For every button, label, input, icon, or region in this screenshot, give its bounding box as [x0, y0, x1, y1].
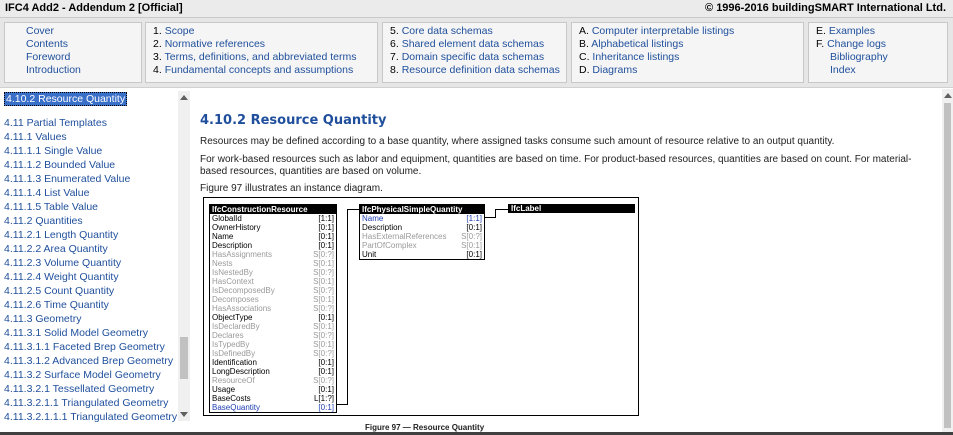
page-title: 4.10.2 Resource Quantity — [200, 113, 387, 128]
toc-item[interactable] — [4, 243, 108, 256]
attribute-cardinality: [0:1] — [318, 232, 334, 241]
attribute-cardinality: [0:1] — [466, 250, 482, 259]
toc-item-number: 4.11.3.1.1 — [4, 341, 50, 353]
toc-item-label: Time Quantity — [43, 299, 109, 311]
entity-ifc-label — [508, 204, 635, 213]
attribute-cardinality: [0:1] — [466, 223, 482, 232]
entity-header: IfcPhysicalSimpleQuantity — [360, 205, 484, 214]
attribute-name: PartOfComplex — [362, 241, 417, 250]
toc-item[interactable] — [4, 131, 67, 144]
nav-label: Core data schemas — [401, 25, 493, 37]
nav-link-terms[interactable] — [153, 51, 377, 64]
nav-link-change-logs[interactable] — [809, 38, 947, 51]
toc-item-label: Volume Quantity — [44, 257, 122, 269]
scroll-thumb[interactable] — [180, 337, 188, 379]
nav-num: 1. — [153, 25, 162, 37]
attribute-name: Name — [212, 232, 234, 241]
attribute-row — [360, 214, 484, 223]
attribute-cardinality: S[0:?] — [313, 331, 334, 340]
main-scrollbar[interactable] — [942, 89, 953, 435]
attribute-cardinality: [0:1] — [318, 241, 334, 250]
scroll-up-arrow-icon[interactable] — [944, 93, 952, 98]
toc-item-number: 4.11.1 — [4, 131, 33, 143]
attribute-row — [210, 376, 336, 385]
nav-link-examples[interactable] — [809, 25, 947, 38]
toc-item-number: 4.11.3.2.1.1.1 — [4, 411, 68, 423]
attribute-row — [210, 223, 336, 232]
toc-item-number: 4.11.2.5 — [4, 285, 42, 297]
attribute-cardinality: S[0:1] — [313, 322, 334, 331]
toc-item[interactable] — [4, 313, 81, 326]
nav-label: Change logs — [827, 38, 887, 50]
toc-item-number: 4.11.2.1 — [4, 229, 42, 241]
toc-selected-label: 4.10.2 Resource Quantity — [6, 93, 126, 105]
toc-item-number: 4.11.1.5 — [4, 201, 42, 213]
toc-item-label: Single Value — [44, 145, 103, 157]
attribute-row — [210, 268, 336, 277]
attribute-cardinality: [1:1] — [466, 214, 482, 223]
nav-num: C. — [579, 51, 590, 63]
attribute-name: Identification — [212, 358, 257, 367]
attribute-cardinality: [0:1] — [318, 367, 334, 376]
attribute-name: HasExternalReferences — [362, 232, 447, 241]
toc-item-number: 4.11.3.2 — [4, 369, 42, 381]
nav-box-chapters-1-4 — [145, 22, 378, 83]
toc-item-label: Triangulated Geometry — [70, 411, 178, 423]
attribute-row — [210, 232, 336, 241]
nav-box-chapters-5-8 — [382, 22, 567, 83]
sidebar-scrollbar[interactable] — [178, 91, 190, 421]
attribute-row — [210, 313, 336, 322]
nav-box-front-matter — [4, 22, 142, 83]
attribute-row — [210, 349, 336, 358]
attribute-name: Name — [362, 214, 384, 223]
nav-num: 3. — [153, 51, 162, 63]
nav-label: Scope — [164, 25, 195, 37]
connector-line — [337, 404, 347, 405]
nav-label: Computer interpretable listings — [591, 25, 735, 37]
top-navigation — [0, 18, 953, 88]
toc-item-number: 4.11.1.1 — [4, 145, 42, 157]
nav-num: A. — [579, 25, 589, 37]
nav-num: F. — [816, 38, 825, 50]
entity-header: IfcConstructionResource — [210, 205, 336, 214]
attribute-cardinality: S[0:1] — [313, 277, 334, 286]
attribute-name: ResourceOf — [212, 376, 255, 385]
nav-label: Examples — [828, 25, 875, 37]
attribute-name: Decomposes — [212, 295, 259, 304]
nav-num: 8. — [390, 64, 399, 76]
nav-link-shared-element-schemas[interactable] — [390, 38, 566, 51]
nav-link-scope[interactable] — [153, 25, 377, 38]
attribute-row — [210, 322, 336, 331]
attribute-cardinality: S[0:?] — [313, 268, 334, 277]
figure-caption: Figure 97 — Resource Quantity — [365, 423, 485, 432]
paragraph-2: For work-based resources such as labor and equipment, quantities are based on time. For product-based resources, quantities are based on count. For material-based resources, quantities are based on volume. — [200, 154, 912, 177]
nav-num: 2. — [153, 38, 162, 50]
toc-item[interactable] — [4, 299, 109, 312]
attribute-cardinality: [0:1] — [318, 403, 334, 412]
attribute-name: Nests — [212, 259, 233, 268]
attribute-row — [210, 241, 336, 250]
toc-item-number: 4.11.1.3 — [4, 173, 42, 185]
nav-link-normative-references[interactable] — [153, 38, 377, 51]
attribute-name: IsTypedBy — [212, 340, 250, 349]
toc-item[interactable] — [4, 145, 102, 158]
toc-item-label: List Value — [44, 187, 90, 199]
nav-link-cover[interactable]: Cover — [26, 25, 55, 37]
attribute-cardinality: S[0:1] — [313, 295, 334, 304]
toc-item-number: 4.11.2.6 — [4, 299, 42, 311]
nav-link-diagrams[interactable] — [579, 64, 803, 77]
entity-attributes — [360, 214, 484, 259]
nav-link-foreword[interactable]: Foreword — [26, 51, 71, 63]
attribute-name: IsNestedBy — [212, 268, 253, 277]
nav-label: Domain specific data schemas — [401, 51, 545, 63]
toc-item[interactable] — [4, 369, 161, 382]
toc-item[interactable] — [4, 215, 83, 228]
toc-item[interactable] — [4, 257, 121, 270]
attribute-row — [210, 259, 336, 268]
attribute-cardinality: S[0:1] — [313, 259, 334, 268]
attribute-cardinality: [0:1] — [318, 385, 334, 394]
nav-num: 7. — [390, 51, 399, 63]
nav-link-contents[interactable]: Contents — [26, 38, 69, 50]
toc-item-number: 4.11.3.1 — [4, 327, 42, 339]
attribute-name: LongDescription — [212, 367, 270, 376]
attribute-row — [360, 223, 484, 232]
attribute-row — [210, 358, 336, 367]
toc-item[interactable] — [4, 411, 177, 424]
toc-item-number: 4.11.3 — [4, 313, 33, 325]
toc-item[interactable] — [4, 285, 114, 298]
attribute-row — [210, 286, 336, 295]
toc-item-label: Tessellated Geometry — [52, 383, 155, 395]
nav-num: E. — [816, 25, 826, 37]
attribute-name: ObjectType — [212, 313, 253, 322]
nav-link-domain-specific-schemas[interactable] — [390, 51, 566, 64]
nav-num: 5. — [390, 25, 399, 37]
toc-item-label: Length Quantity — [44, 229, 119, 241]
attribute-cardinality: L[1:?] — [313, 394, 334, 403]
paragraph-3: Figure 97 illustrates an instance diagram. — [200, 183, 383, 194]
scroll-up-arrow-icon[interactable] — [180, 95, 188, 100]
attribute-cardinality: S[0:1] — [461, 241, 482, 250]
attribute-row — [210, 331, 336, 340]
nav-link-inheritance-listings[interactable] — [579, 51, 803, 64]
nav-link-core-data-schemas[interactable] — [390, 25, 566, 38]
toc-item-label: Bounded Value — [44, 159, 116, 171]
nav-label: Terms, definitions, and abbreviated terms — [164, 51, 357, 63]
connector-line — [495, 209, 508, 210]
attribute-row — [360, 232, 484, 241]
toc-item[interactable] — [4, 397, 168, 410]
attribute-row — [210, 394, 336, 403]
copyright: © 1996-2016 buildingSMART International Ltd. — [705, 2, 946, 14]
nav-box-annexes-a-d — [571, 22, 804, 83]
entity-header: IfcLabel — [509, 205, 634, 212]
attribute-name: BaseCosts — [212, 394, 251, 403]
scroll-down-arrow-icon[interactable] — [180, 412, 188, 417]
attribute-row — [360, 241, 484, 250]
nav-box-annexes-e-f — [808, 22, 948, 83]
attribute-row — [210, 214, 336, 223]
connector-line — [485, 217, 495, 218]
attribute-row — [210, 403, 336, 412]
nav-link-alphabetical-listings[interactable] — [579, 38, 803, 51]
toc-item-number: 4.11.3.2.1 — [4, 383, 50, 395]
attribute-row — [360, 250, 484, 259]
title-bar — [0, 0, 953, 18]
attribute-name: Description — [362, 223, 403, 232]
toc-item-number: 4.11.3.1.2 — [4, 355, 50, 367]
attribute-cardinality: S[0:?] — [313, 304, 334, 313]
nav-link-fundamental-concepts[interactable] — [153, 64, 377, 77]
toc-item-number: 4.11.2.4 — [4, 271, 42, 283]
toc-item-label: Values — [35, 131, 67, 143]
toc-item[interactable] — [4, 229, 118, 242]
attribute-row — [210, 304, 336, 313]
attribute-cardinality: S[0:?] — [461, 232, 482, 241]
toc-item[interactable] — [4, 173, 130, 186]
nav-link-index[interactable]: Index — [830, 64, 856, 76]
toc-item[interactable] — [4, 159, 115, 172]
nav-link-bibliography[interactable]: Bibliography — [830, 51, 888, 63]
attribute-name: Declares — [212, 331, 244, 340]
attribute-name: IsDecomposedBy — [212, 286, 275, 295]
attribute-name: Description — [212, 241, 253, 250]
attribute-name: IsDefinedBy — [212, 349, 256, 358]
connector-line — [347, 209, 359, 210]
attribute-cardinality: [0:1] — [318, 313, 334, 322]
toc-item[interactable] — [4, 341, 165, 354]
nav-num: B. — [579, 38, 589, 50]
scroll-thumb[interactable] — [944, 103, 951, 428]
attribute-cardinality: S[0:?] — [313, 250, 334, 259]
attribute-name: HasAssignments — [212, 250, 273, 259]
toc-item-number: 4.11.1.2 — [4, 159, 42, 171]
attribute-cardinality: S[0:?] — [313, 376, 334, 385]
toc-item-number: 4.11.2.2 — [4, 243, 42, 255]
attribute-cardinality: [0:1] — [318, 223, 334, 232]
attribute-row — [210, 250, 336, 259]
toc-item[interactable] — [4, 271, 119, 284]
entity-ifc-physical-simple-quantity — [359, 204, 485, 260]
toc-item-number: 4.11.1.4 — [4, 187, 42, 199]
toc-item[interactable] — [4, 355, 173, 368]
attribute-name: Unit — [362, 250, 377, 259]
toc-item-label: Triangulated Geometry — [61, 397, 169, 409]
toc-sidebar — [0, 89, 190, 424]
nav-label: Inheritance listings — [592, 51, 680, 63]
toc-item[interactable] — [4, 201, 98, 214]
attribute-row — [210, 277, 336, 286]
nav-label: Diagrams — [592, 64, 638, 76]
toc-item-label: Partial Templates — [26, 117, 107, 129]
toc-item-label: Weight Quantity — [44, 271, 119, 283]
attribute-cardinality: S[0:1] — [313, 340, 334, 349]
toc-item-label: Table Value — [43, 201, 99, 213]
attribute-row — [210, 295, 336, 304]
connector-line — [347, 209, 348, 405]
toc-item-label: Faceted Brep Geometry — [52, 341, 165, 353]
nav-num: 6. — [390, 38, 399, 50]
entity-attributes — [210, 214, 336, 412]
connector-line — [495, 209, 496, 218]
toc-item[interactable] — [4, 187, 89, 200]
nav-link-computer-listings[interactable] — [579, 25, 803, 38]
toc-item-label: Solid Model Geometry — [44, 327, 148, 339]
nav-link-introduction[interactable]: Introduction — [26, 64, 81, 76]
attribute-name: HasAssociations — [212, 304, 272, 313]
attribute-name: HasContext — [212, 277, 254, 286]
attribute-row — [210, 385, 336, 394]
nav-label: Shared element data schemas — [401, 38, 545, 50]
toc-item[interactable] — [4, 383, 154, 396]
attribute-cardinality: [0:1] — [318, 358, 334, 367]
toc-item-label: Area Quantity — [43, 243, 108, 255]
toc-item-label: Advanced Brep Geometry — [52, 355, 174, 367]
toc-item-selected[interactable] — [4, 93, 127, 106]
toc-item-label: Surface Model Geometry — [44, 369, 161, 381]
attribute-name: OwnerHistory — [212, 223, 261, 232]
attribute-cardinality: [1:1] — [318, 214, 334, 223]
entity-ifc-construction-resource — [209, 204, 337, 413]
toc-item-number: 4.11.3.2.1.1 — [4, 397, 59, 409]
paragraph-1: Resources may be defined according to a base quantity, where assigned tasks consume such amount of resource relative to an output quantity. — [200, 136, 835, 147]
attribute-cardinality: S[0:?] — [313, 349, 334, 358]
toc-item[interactable] — [4, 117, 107, 130]
toc-item-label: Count Quantity — [44, 285, 115, 297]
attribute-name: BaseQuantity — [212, 403, 261, 412]
toc-item-label: Geometry — [35, 313, 82, 325]
attribute-name: Usage — [212, 385, 236, 394]
attribute-row — [210, 367, 336, 376]
attribute-name: IsDeclaredBy — [212, 322, 260, 331]
toc-item-label: Quantities — [35, 215, 83, 227]
attribute-row — [210, 340, 336, 349]
nav-link-resource-definition-schemas[interactable] — [390, 64, 566, 77]
attribute-cardinality: S[0:?] — [313, 286, 334, 295]
nav-label: Resource definition data schemas — [401, 64, 560, 76]
instance-diagram — [203, 197, 639, 416]
nav-label: Normative references — [164, 38, 266, 50]
toc-item-label: Enumerated Value — [44, 173, 131, 185]
nav-num: 4. — [153, 64, 162, 76]
toc-item-number: 4.11.2.3 — [4, 257, 42, 269]
document-title: IFC4 Add2 - Addendum 2 [Official] — [5, 2, 183, 14]
nav-label: Alphabetical listings — [591, 38, 684, 50]
toc-item-number: 4.11.2 — [4, 215, 33, 227]
attribute-name: GlobalId — [212, 214, 242, 223]
toc-item[interactable] — [4, 327, 148, 340]
nav-label: Fundamental concepts and assumptions — [164, 64, 354, 76]
toc-item-number: 4.11 — [4, 117, 24, 129]
nav-num: D. — [579, 64, 590, 76]
